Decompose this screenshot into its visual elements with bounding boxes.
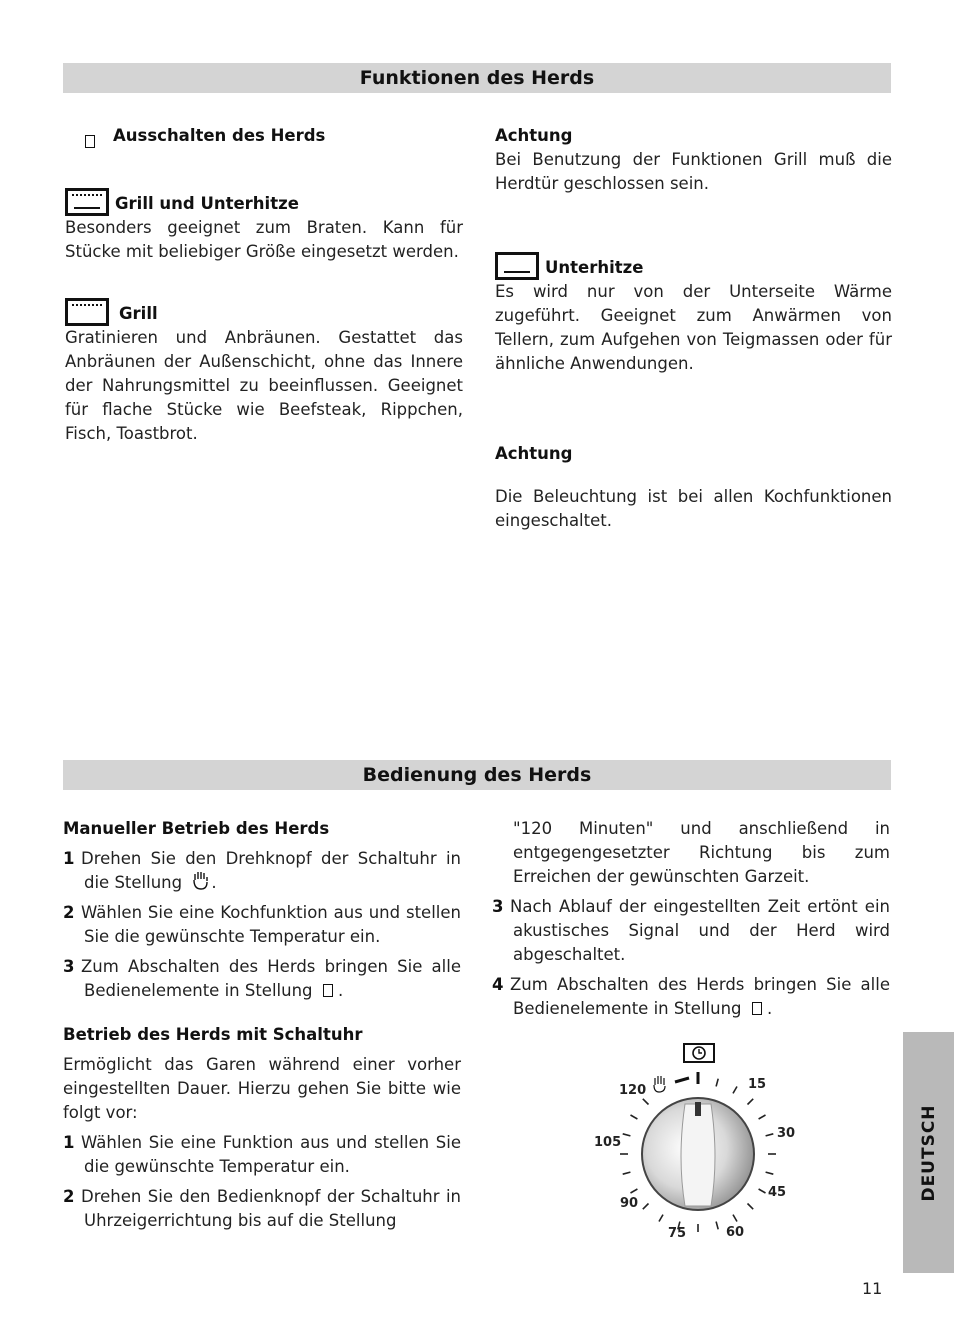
grill-block [65, 298, 463, 446]
step-text: Drehen Sie den Drehknopf der Schaltuhr in die Stellung [81, 849, 461, 892]
dial-label-60: 60 [726, 1225, 745, 1240]
dial-tick [716, 1079, 718, 1087]
step-text: Zum Abschalten des Herds bringen Sie alle Bedienelemente in Stellung [81, 957, 461, 1000]
step-text: Drehen Sie den Bedienknopf der Schaltuhr in Uhrzeigerrichtung bis auf die Stellung [81, 1187, 461, 1230]
timer-clock-icon [684, 1044, 714, 1062]
step-text: Wählen Sie eine Funktion aus und stellen Sie die gewünschte Temperatur ein. [81, 1133, 461, 1176]
operation-left-column [63, 817, 461, 1239]
page-number: 11 [862, 1279, 883, 1298]
dial-tick [643, 1204, 649, 1210]
timer-step-2-continued: "120 Minuten" und anschließend in entgegengesetzter Richtung bis zum Erreichen der gewünschten Garzeit. [513, 819, 890, 886]
dial-tick [748, 1099, 754, 1105]
dial-label-120: 120 [619, 1083, 647, 1098]
step-number: 3 [492, 897, 504, 916]
step-text: Zum Abschalten des Herds bringen Sie alle Bedienelemente in Stellung [510, 975, 890, 1018]
grill-unterhitze-block [65, 188, 463, 264]
timer-heading: Betrieb des Herds mit Schaltuhr [63, 1025, 363, 1044]
dial-tick [623, 1134, 631, 1136]
section-title-operation: Bedienung des Herds [63, 760, 891, 790]
dial-tick [748, 1204, 754, 1210]
achtung-2-label: Achtung [495, 444, 573, 463]
dial-label-30: 30 [777, 1126, 796, 1141]
grill-icon [65, 298, 109, 326]
hand-manual-icon [654, 1076, 665, 1092]
manual-step-3 [63, 955, 461, 1003]
step-tail: . [211, 873, 217, 892]
functions-right-column [495, 124, 892, 533]
language-tab-label: DEUTSCH [918, 1103, 939, 1202]
dial-tick [631, 1189, 638, 1193]
off-label: Ausschalten des Herds [113, 126, 326, 145]
dial-tick [643, 1099, 649, 1105]
grill-and-bottom-heat-icon [65, 188, 109, 216]
timer-intro: Ermöglicht das Garen während einer vorher eingestellten Dauer. Hierzu gehen Sie bitte wie folgt vor: [63, 1055, 461, 1122]
timer-step-2 [63, 1185, 461, 1233]
grill-heading [65, 298, 463, 326]
dial-tick [623, 1172, 631, 1174]
grill-label: Grill [119, 304, 158, 323]
operation-right-column [492, 817, 890, 1027]
dial-start-marker [675, 1078, 689, 1082]
dial-tick [733, 1087, 737, 1094]
timer-knob [642, 1098, 754, 1210]
hand-manual-icon [191, 871, 211, 891]
off-position-icon [323, 984, 333, 997]
dial-label-105: 105 [594, 1135, 622, 1150]
grill-text: Gratinieren und Anbräunen. Gestattet das Anbräunen der Außenschicht, ohne das Innere der Nahrungsmittel zu beeinflussen. Geeignet für flache Stücke wie Beefsteak, Rippchen, Fisch, Toastbrot. [65, 328, 463, 443]
timer-step-3 [492, 895, 890, 967]
unterhitze-text: Es wird nur von der Unterseite Wärme zugeführt. Geeignet zum Anwärmen von Tellern, zum Aufgehen von Teigmassen oder für ähnliche Anwendungen. [495, 282, 892, 373]
manual-heading: Manueller Betrieb des Herds [63, 819, 330, 838]
achtung-2-text: Die Beleuchtung ist bei allen Kochfunktionen eingeschaltet. [495, 487, 892, 530]
dial-label-45: 45 [768, 1185, 787, 1200]
timer-dial-illustration [585, 1038, 815, 1248]
off-heading [85, 124, 463, 148]
step-text: Nach Ablauf der eingestellten Zeit ertönt ein akustisches Signal und der Herd wird abgeschaltet. [510, 897, 890, 964]
off-position-icon [752, 1002, 762, 1015]
grill-unterhitze-text: Besonders geeignet zum Braten. Kann für Stücke mit beliebiger Größe eingesetzt werden. [65, 218, 463, 261]
timer-step-1 [63, 1131, 461, 1179]
timer-step-4 [492, 973, 890, 1021]
grill-unterhitze-label: Grill und Unterhitze [115, 194, 299, 213]
manual-step-2 [63, 901, 461, 949]
step-number: 3 [63, 957, 75, 976]
bottom-heat-icon [495, 252, 539, 280]
dial-tick [659, 1215, 663, 1222]
dial-tick [759, 1115, 766, 1119]
dial-tick [759, 1189, 766, 1193]
step-number: 1 [63, 849, 75, 868]
dial-tick [766, 1134, 774, 1136]
unterhitze-label: Unterhitze [545, 258, 644, 277]
dial-label-15: 15 [748, 1077, 767, 1092]
unterhitze-block [495, 252, 892, 376]
off-position-icon [85, 135, 95, 148]
section-title-functions: Funktionen des Herds [63, 63, 891, 93]
unterhitze-heading [495, 252, 892, 280]
achtung-1-label: Achtung [495, 126, 573, 145]
dial-tick [631, 1115, 638, 1119]
functions-left-column [65, 124, 463, 446]
step-number: 2 [63, 903, 75, 922]
step-number: 1 [63, 1133, 75, 1152]
grill-unterhitze-heading [65, 188, 463, 216]
step-number: 4 [492, 975, 504, 994]
step-tail: . [761, 999, 773, 1018]
step-number: 2 [63, 1187, 75, 1206]
manual-step-1 [63, 847, 461, 895]
dial-tick [766, 1172, 774, 1174]
step-tail: . [332, 981, 344, 1000]
dial-tick [716, 1222, 718, 1230]
dial-tick [733, 1215, 737, 1222]
language-tab [903, 1032, 954, 1273]
dial-label-90: 90 [620, 1196, 639, 1211]
step-text: Wählen Sie eine Kochfunktion aus und stellen Sie die gewünschte Temperatur ein. [81, 903, 461, 946]
achtung-1-text: Bei Benutzung der Funktionen Grill muß die Herdtür geschlossen sein. [495, 150, 892, 193]
dial-label-75: 75 [668, 1226, 687, 1241]
